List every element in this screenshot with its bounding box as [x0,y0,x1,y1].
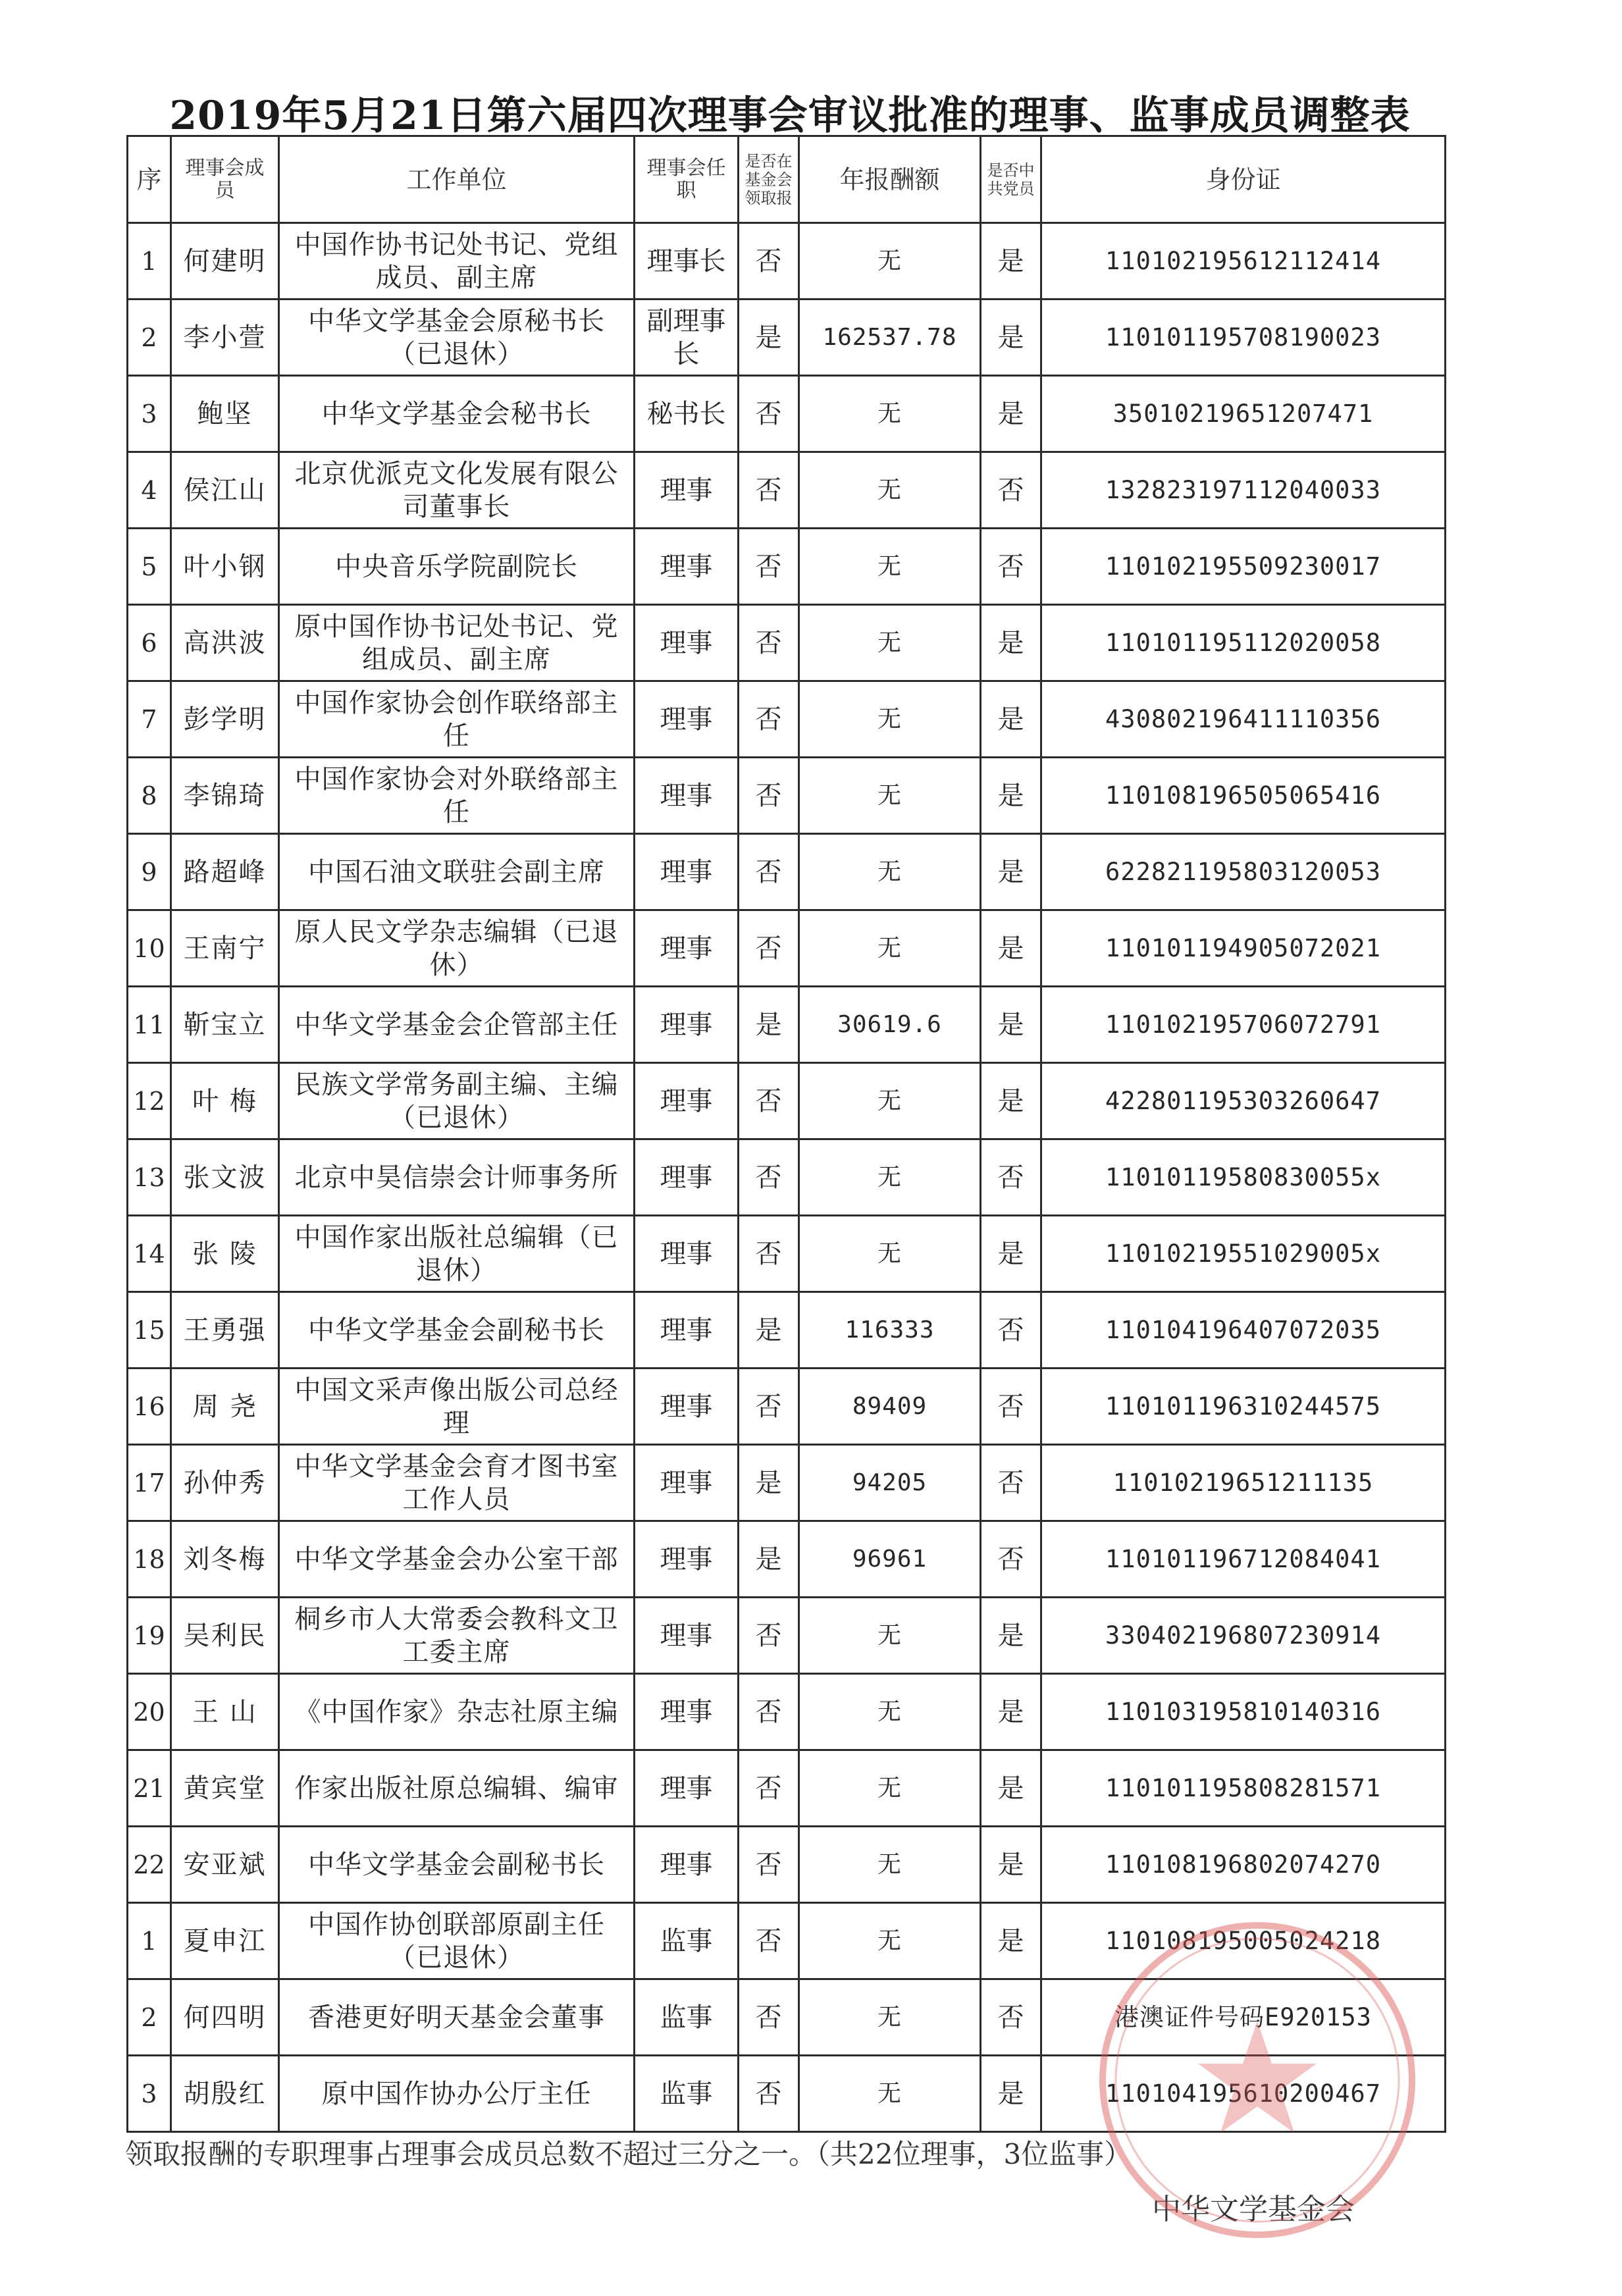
cell-salary: 116333 [799,1292,981,1369]
cell-id-number: 110104195610200467 [1041,2056,1446,2132]
cell-role: 理事 [635,1216,739,1292]
cell-seq: 8 [128,758,171,834]
cell-role: 监事 [635,1903,739,1979]
cell-paid: 否 [739,1750,799,1827]
member-table [126,135,1446,2133]
cell-role: 理事 [635,1139,739,1216]
cell-paid: 否 [739,605,799,681]
cell-seq: 18 [128,1521,171,1598]
header-member: 理事会成员 [171,136,279,223]
cell-work-unit: 中华文学基金会育才图书室工作人员 [279,1445,635,1521]
cell-party-member: 是 [981,300,1041,376]
cell-seq: 15 [128,1292,171,1369]
cell-member-name: 王 山 [171,1674,279,1750]
cell-party-member: 是 [981,605,1041,681]
cell-paid: 否 [739,1827,799,1903]
cell-paid: 是 [739,1292,799,1369]
table-row [128,681,1446,758]
cell-seq: 3 [128,376,171,452]
document-title: 2019年5月21日第六届四次理事会审议批准的理事、监事成员调整表 [169,93,1411,139]
header-salary: 年报酬额 [799,136,981,223]
cell-member-name: 张 陵 [171,1216,279,1292]
cell-role: 理事 [635,987,739,1063]
table-row [128,910,1446,987]
cell-member-name: 彭学明 [171,681,279,758]
cell-work-unit: 《中国作家》杂志社原主编 [279,1674,635,1750]
table-row [128,1216,1446,1292]
cell-salary: 无 [799,1750,981,1827]
table-row [128,452,1446,529]
cell-role: 理事 [635,1445,739,1521]
cell-seq: 4 [128,452,171,529]
cell-work-unit: 北京优派克文化发展有限公司董事长 [279,452,635,529]
table-row [128,2056,1446,2132]
cell-salary: 无 [799,1063,981,1139]
cell-paid: 否 [739,1903,799,1979]
cell-id-number: 110101194905072021 [1041,910,1446,987]
cell-role: 理事 [635,834,739,910]
cell-role: 理事 [635,1674,739,1750]
cell-work-unit: 中华文学基金会秘书长 [279,376,635,452]
cell-member-name: 路超峰 [171,834,279,910]
cell-salary: 30619.6 [799,987,981,1063]
cell-seq: 19 [128,1598,171,1674]
table-row [128,1979,1446,2056]
cell-member-name: 李锦琦 [171,758,279,834]
cell-id-number: 430802196411110356 [1041,681,1446,758]
cell-salary: 94205 [799,1445,981,1521]
cell-paid: 是 [739,300,799,376]
header-unit: 工作单位 [279,136,635,223]
cell-member-name: 周 尧 [171,1369,279,1445]
cell-paid: 否 [739,223,799,300]
cell-id-number: 110101196310244575 [1041,1369,1446,1445]
cell-salary: 无 [799,758,981,834]
cell-id-number: 110102195706072791 [1041,987,1446,1063]
cell-seq: 16 [128,1369,171,1445]
cell-work-unit: 中华文学基金会原秘书长（已退休） [279,300,635,376]
table-row [128,1369,1446,1445]
header-paid: 是否在基金会领取报 [739,136,799,223]
cell-member-name: 王勇强 [171,1292,279,1369]
table-row [128,1139,1446,1216]
cell-salary: 无 [799,605,981,681]
cell-member-name: 夏申江 [171,1903,279,1979]
cell-role: 理事 [635,681,739,758]
cell-role: 理事 [635,1292,739,1369]
cell-role: 理事 [635,1063,739,1139]
cell-id-number: 港澳证件号码E920153 [1041,1979,1446,2056]
cell-party-member: 是 [981,910,1041,987]
table-row [128,987,1446,1063]
cell-role: 理事 [635,1369,739,1445]
cell-salary: 无 [799,376,981,452]
cell-salary: 无 [799,1139,981,1216]
cell-id-number: 110108195005024218 [1041,1903,1446,1979]
cell-id-number: 622821195803120053 [1041,834,1446,910]
cell-id-number: 110102196512111​35 [1041,1445,1446,1521]
cell-party-member: 是 [981,1750,1041,1827]
cell-member-name: 何四明 [171,1979,279,2056]
cell-paid: 否 [739,1063,799,1139]
table-row [128,1598,1446,1674]
cell-paid: 是 [739,1445,799,1521]
cell-role: 副理事长 [635,300,739,376]
cell-member-name: 鲍坚 [171,376,279,452]
cell-seq: 13 [128,1139,171,1216]
cell-member-name: 安亚斌 [171,1827,279,1903]
cell-salary: 无 [799,1903,981,1979]
cell-party-member: 是 [981,1063,1041,1139]
cell-paid: 否 [739,1674,799,1750]
cell-seq: 2 [128,1979,171,2056]
table-row [128,223,1446,300]
cell-party-member: 是 [981,681,1041,758]
cell-salary: 无 [799,1827,981,1903]
cell-id-number: 350102196512074​71 [1041,376,1446,452]
cell-id-number: 110103195810140316 [1041,1674,1446,1750]
cell-salary: 无 [799,223,981,300]
cell-work-unit: 原中国作协书记处书记、党组成员、副主席 [279,605,635,681]
cell-role: 理事 [635,1521,739,1598]
cell-role: 理事 [635,910,739,987]
cell-party-member: 否 [981,529,1041,605]
cell-paid: 否 [739,1216,799,1292]
cell-party-member: 是 [981,1674,1041,1750]
cell-seq: 9 [128,834,171,910]
cell-id-number: 110104196407072035 [1041,1292,1446,1369]
cell-seq: 17 [128,1445,171,1521]
cell-paid: 否 [739,452,799,529]
cell-paid: 否 [739,376,799,452]
cell-salary: 无 [799,910,981,987]
table-row [128,1827,1446,1903]
table-row [128,529,1446,605]
cell-role: 理事 [635,1598,739,1674]
table-row [128,1750,1446,1827]
cell-work-unit: 中国作家协会对外联络部主任 [279,758,635,834]
cell-party-member: 是 [981,223,1041,300]
cell-paid: 是 [739,987,799,1063]
cell-member-name: 何建明 [171,223,279,300]
cell-work-unit: 原人民文学杂志编辑（已退休） [279,910,635,987]
cell-salary: 无 [799,529,981,605]
cell-work-unit: 中华文学基金会副秘书长 [279,1292,635,1369]
cell-party-member: 是 [981,2056,1041,2132]
cell-salary: 162537.78 [799,300,981,376]
cell-work-unit: 北京中昊信崇会计师事务所 [279,1139,635,1216]
cell-work-unit: 中国作协书记处书记、党组成员、副主席 [279,223,635,300]
cell-seq: 11 [128,987,171,1063]
cell-seq: 14 [128,1216,171,1292]
cell-party-member: 是 [981,1216,1041,1292]
cell-member-name: 侯江山 [171,452,279,529]
cell-id-number: 110108196505065416 [1041,758,1446,834]
cell-paid: 否 [739,1598,799,1674]
cell-member-name: 刘冬梅 [171,1521,279,1598]
cell-id-number: 330402196807230914 [1041,1598,1446,1674]
cell-party-member: 是 [981,834,1041,910]
cell-party-member: 是 [981,1598,1041,1674]
cell-salary: 89409 [799,1369,981,1445]
cell-work-unit: 原中国作协办公厅主任 [279,2056,635,2132]
cell-paid: 否 [739,910,799,987]
table-row [128,1674,1446,1750]
cell-seq: 1 [128,1903,171,1979]
cell-member-name: 王南宁 [171,910,279,987]
footer-note: 领取报酬的专职理事占理事会成员总数不超过三分之一。（共22位理事，3位监事） [125,2138,1132,2170]
cell-party-member: 否 [981,452,1041,529]
cell-role: 理事 [635,1750,739,1827]
cell-work-unit: 中央音乐学院副院长 [279,529,635,605]
cell-salary: 96961 [799,1521,981,1598]
cell-role: 理事 [635,452,739,529]
cell-work-unit: 中国作协创联部原副主任（已退休） [279,1903,635,1979]
cell-work-unit: 桐乡市人大常委会教科文卫工委主席 [279,1598,635,1674]
cell-member-name: 胡殷红 [171,2056,279,2132]
footer-organization: 中华文学基金会 [1152,2193,1355,2226]
table-row [128,1521,1446,1598]
cell-role: 理事 [635,758,739,834]
cell-member-name: 高洪波 [171,605,279,681]
cell-work-unit: 中国石油文联驻会副主席 [279,834,635,910]
cell-seq: 2 [128,300,171,376]
cell-role: 理事 [635,1827,739,1903]
cell-seq: 20 [128,1674,171,1750]
cell-id-number: 110101196712084041 [1041,1521,1446,1598]
table-row [128,605,1446,681]
cell-party-member: 是 [981,1827,1041,1903]
cell-party-member: 否 [981,1445,1041,1521]
table-body [128,223,1446,2132]
cell-party-member: 否 [981,1521,1041,1598]
cell-member-name: 孙仲秀 [171,1445,279,1521]
cell-party-member: 否 [981,1139,1041,1216]
table-row [128,758,1446,834]
cell-work-unit: 香港更好明天基金会董事 [279,1979,635,2056]
header-seq: 序 [128,136,171,223]
cell-party-member: 是 [981,376,1041,452]
cell-member-name: 吴利民 [171,1598,279,1674]
cell-salary: 无 [799,834,981,910]
cell-work-unit: 中国文采声像出版公司总经理 [279,1369,635,1445]
cell-role: 监事 [635,1979,739,2056]
cell-party-member: 否 [981,1979,1041,2056]
cell-paid: 否 [739,1139,799,1216]
cell-paid: 否 [739,1979,799,2056]
cell-salary: 无 [799,1674,981,1750]
cell-salary: 无 [799,452,981,529]
cell-role: 理事长 [635,223,739,300]
cell-id-number: 11010219551029005x [1041,1216,1446,1292]
table-row [128,834,1446,910]
cell-id-number: 110101195708190023 [1041,300,1446,376]
cell-role: 秘书长 [635,376,739,452]
cell-party-member: 是 [981,758,1041,834]
cell-paid: 否 [739,834,799,910]
table-row [128,1445,1446,1521]
cell-work-unit: 中国作家出版社总编辑（已退休） [279,1216,635,1292]
cell-member-name: 李小萱 [171,300,279,376]
cell-seq: 10 [128,910,171,987]
cell-member-name: 叶小钢 [171,529,279,605]
cell-id-number: 110101195112020058 [1041,605,1446,681]
cell-role: 理事 [635,529,739,605]
cell-member-name: 黄宾堂 [171,1750,279,1827]
cell-seq: 12 [128,1063,171,1139]
cell-paid: 否 [739,1369,799,1445]
cell-member-name: 靳宝立 [171,987,279,1063]
cell-salary: 无 [799,1598,981,1674]
header-id: 身份证 [1041,136,1446,223]
cell-work-unit: 中华文学基金会办公室干部 [279,1521,635,1598]
cell-member-name: 叶 梅 [171,1063,279,1139]
cell-seq: 21 [128,1750,171,1827]
cell-party-member: 是 [981,987,1041,1063]
cell-work-unit: 中华文学基金会副秘书长 [279,1827,635,1903]
cell-seq: 3 [128,2056,171,2132]
cell-id-number: 422801195303260647 [1041,1063,1446,1139]
cell-id-number: 110101195808281571 [1041,1750,1446,1827]
cell-work-unit: 中国作家协会创作联络部主任 [279,681,635,758]
header-role: 理事会任职 [635,136,739,223]
cell-id-number: 132823197112040033 [1041,452,1446,529]
cell-seq: 1 [128,223,171,300]
cell-seq: 5 [128,529,171,605]
header-party: 是否中共党员 [981,136,1041,223]
cell-seq: 6 [128,605,171,681]
table-row [128,376,1446,452]
cell-member-name: 张文波 [171,1139,279,1216]
cell-id-number: 110108196802074270 [1041,1827,1446,1903]
table-row [128,1063,1446,1139]
table-row [128,300,1446,376]
cell-salary: 无 [799,2056,981,2132]
cell-salary: 无 [799,681,981,758]
table-row [128,1292,1446,1369]
cell-party-member: 否 [981,1292,1041,1369]
cell-id-number: 110102195509230017 [1041,529,1446,605]
cell-salary: 无 [799,1216,981,1292]
cell-work-unit: 作家出版社原总编辑、编审 [279,1750,635,1827]
cell-party-member: 否 [981,1369,1041,1445]
cell-work-unit: 中华文学基金会企管部主任 [279,987,635,1063]
cell-salary: 无 [799,1979,981,2056]
table-row [128,1903,1446,1979]
cell-paid: 否 [739,529,799,605]
cell-seq: 7 [128,681,171,758]
cell-seq: 22 [128,1827,171,1903]
cell-paid: 是 [739,1521,799,1598]
table-header-row [128,136,1446,223]
cell-paid: 否 [739,758,799,834]
cell-role: 监事 [635,2056,739,2132]
cell-id-number: 110102195612112414 [1041,223,1446,300]
cell-paid: 否 [739,681,799,758]
cell-id-number: 11010119580830055x [1041,1139,1446,1216]
cell-role: 理事 [635,605,739,681]
cell-party-member: 是 [981,1903,1041,1979]
cell-paid: 否 [739,2056,799,2132]
cell-work-unit: 民族文学常务副主编、主编（已退休） [279,1063,635,1139]
